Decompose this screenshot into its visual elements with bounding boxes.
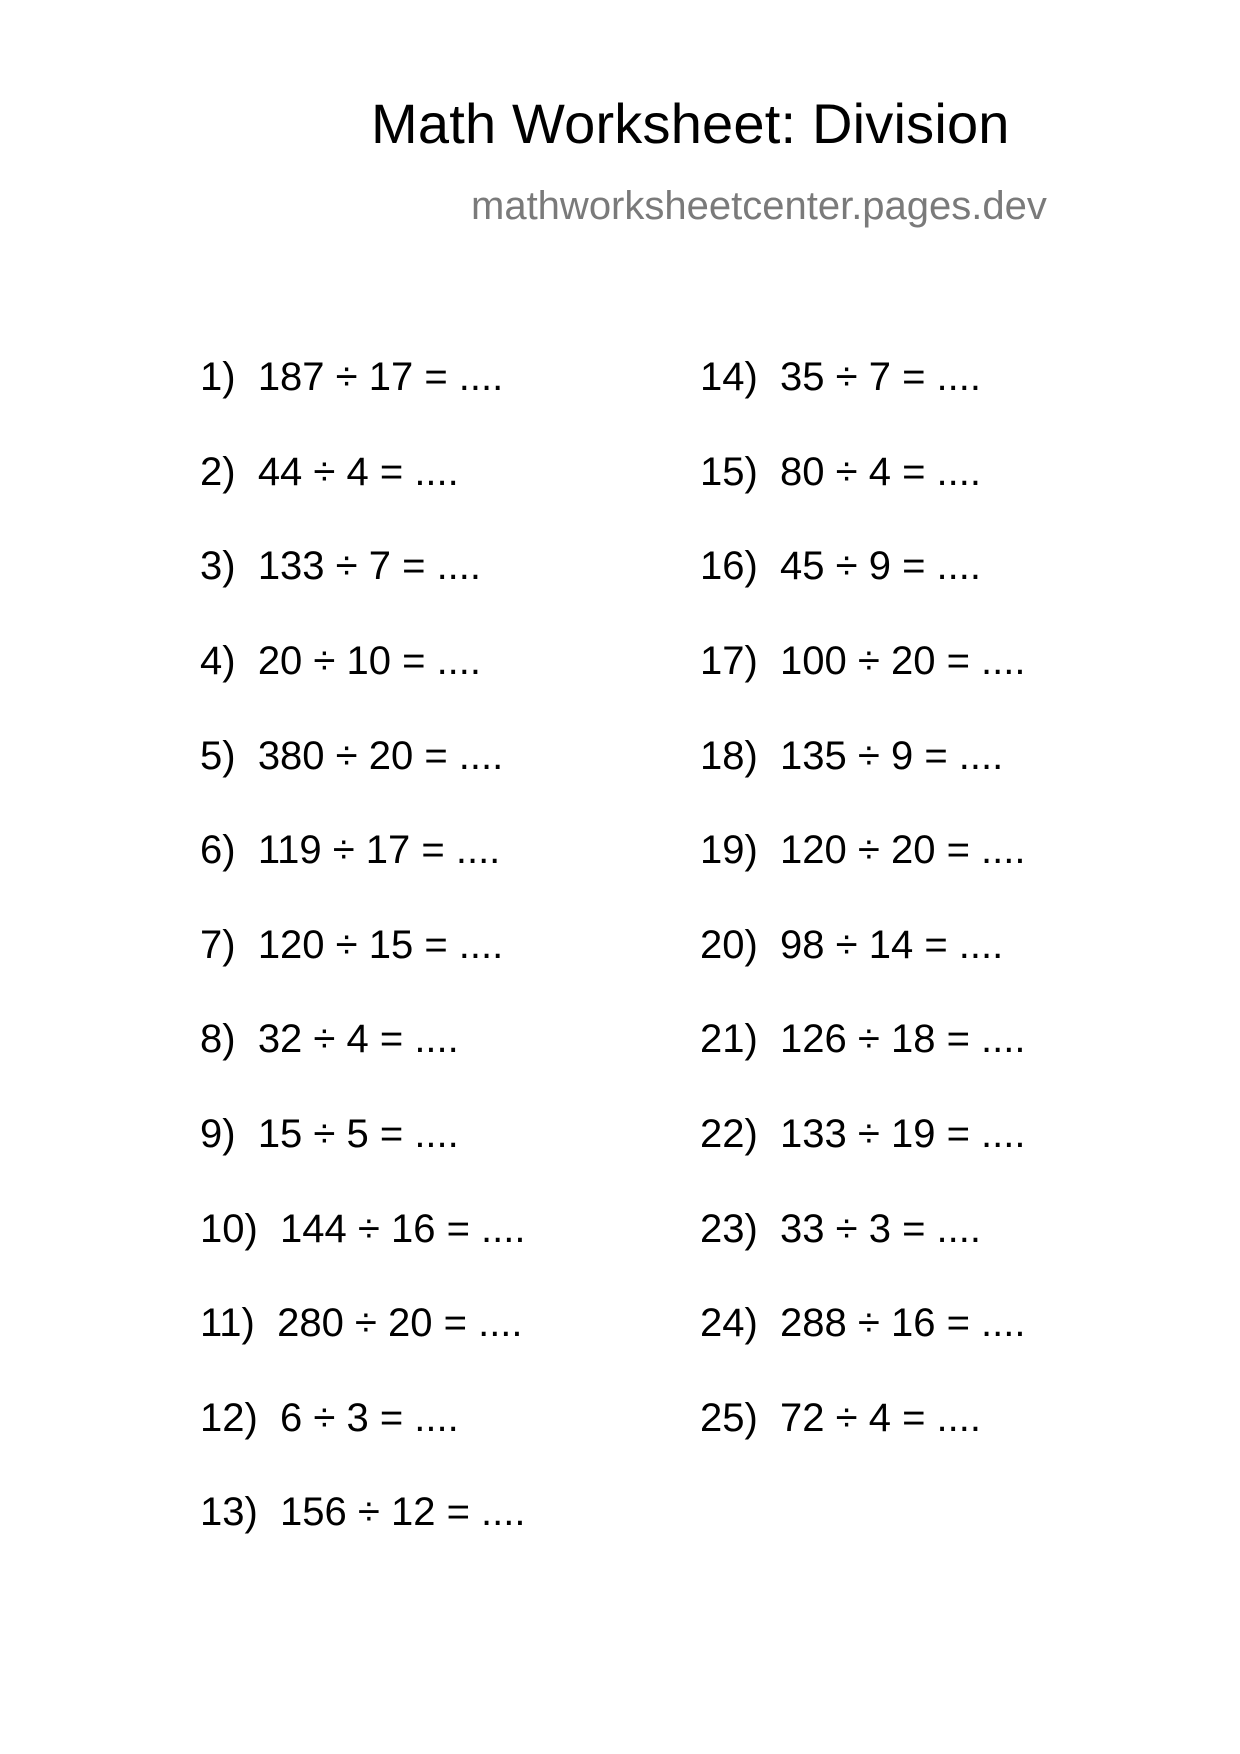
problem-item: [700, 546, 981, 586]
problem-number: 1): [200, 355, 236, 399]
problem-expression: 100 ÷ 20 = ....: [780, 639, 1026, 683]
problem-expression: 144 ÷ 16 = ....: [280, 1207, 526, 1251]
problem-expression: 280 ÷ 20 = ....: [277, 1301, 523, 1345]
problem-item: [200, 925, 503, 965]
problem-expression: 187 ÷ 17 = ....: [257, 355, 504, 399]
problem-item: [700, 1398, 981, 1438]
problem-number: 11): [200, 1301, 255, 1345]
problem-number: 16): [700, 544, 758, 588]
problem-item: [200, 1398, 459, 1438]
problem-expression: 44 ÷ 4 = ....: [257, 450, 459, 494]
problem-item: [700, 830, 1026, 870]
problem-number: 2): [200, 450, 236, 494]
problem-number: 5): [200, 734, 236, 778]
problem-expression: 32 ÷ 4 = ....: [257, 1017, 459, 1061]
problem-item: [200, 830, 500, 870]
problem-item: [200, 1019, 459, 1059]
problem-number: 15): [700, 450, 758, 494]
problem-number: 23): [700, 1207, 758, 1251]
problem-item: [700, 736, 1003, 776]
site-url: mathworksheetcenter.pages.dev: [471, 184, 1047, 228]
problem-item: [200, 546, 481, 586]
problem-expression: 33 ÷ 3 = ....: [780, 1207, 982, 1251]
page-title: Math Worksheet: Division: [371, 92, 1010, 155]
problem-expression: 288 ÷ 16 = ....: [780, 1301, 1026, 1345]
problem-number: 14): [700, 355, 758, 399]
problem-number: 9): [200, 1112, 236, 1156]
problem-expression: 35 ÷ 7 = ....: [780, 355, 982, 399]
problem-number: 17): [700, 639, 758, 683]
problem-item: [700, 1019, 1026, 1059]
problem-expression: 80 ÷ 4 = ....: [780, 450, 982, 494]
problem-item: [700, 452, 981, 492]
problem-expression: 119 ÷ 17 = ....: [257, 828, 501, 872]
problem-number: 6): [200, 828, 236, 872]
problem-expression: 120 ÷ 15 = ....: [257, 923, 504, 967]
problem-expression: 45 ÷ 9 = ....: [780, 544, 982, 588]
problem-item: [700, 925, 1003, 965]
problem-expression: 380 ÷ 20 = ....: [257, 734, 504, 778]
problem-number: 25): [700, 1396, 758, 1440]
problem-item: [200, 1303, 523, 1343]
problem-expression: 98 ÷ 14 = ....: [780, 923, 1004, 967]
problem-number: 19): [700, 828, 758, 872]
problem-item: [700, 1114, 1026, 1154]
problem-item: [200, 452, 459, 492]
problem-number: 8): [200, 1017, 236, 1061]
problem-number: 24): [700, 1301, 758, 1345]
problem-number: 22): [700, 1112, 758, 1156]
problem-number: 18): [700, 734, 758, 778]
problem-expression: 156 ÷ 12 = ....: [280, 1490, 526, 1534]
problem-item: [200, 357, 503, 397]
problem-item: [200, 1114, 459, 1154]
problem-number: 10): [200, 1207, 258, 1251]
problem-item: [200, 1492, 526, 1532]
problem-number: 7): [200, 923, 236, 967]
problem-expression: 20 ÷ 10 = ....: [257, 639, 482, 683]
problem-expression: 135 ÷ 9 = ....: [780, 734, 1004, 778]
problem-expression: 120 ÷ 20 = ....: [780, 828, 1026, 872]
problem-expression: 6 ÷ 3 = ....: [280, 1396, 459, 1440]
problem-item: [700, 641, 1026, 681]
problem-item: [200, 1209, 526, 1249]
problem-number: 21): [700, 1017, 758, 1061]
problem-expression: 133 ÷ 7 = ....: [257, 544, 482, 588]
problem-expression: 133 ÷ 19 = ....: [780, 1112, 1026, 1156]
problem-number: 4): [200, 639, 236, 683]
problem-item: [200, 641, 481, 681]
problem-number: 20): [700, 923, 758, 967]
problem-number: 12): [200, 1396, 258, 1440]
problem-item: [700, 1303, 1026, 1343]
problem-item: [200, 736, 503, 776]
problem-number: 13): [200, 1490, 258, 1534]
problem-expression: 15 ÷ 5 = ....: [257, 1112, 459, 1156]
problem-item: [700, 357, 981, 397]
problem-item: [700, 1209, 981, 1249]
problem-number: 3): [200, 544, 236, 588]
problem-expression: 126 ÷ 18 = ....: [780, 1017, 1026, 1061]
problem-expression: 72 ÷ 4 = ....: [780, 1396, 982, 1440]
